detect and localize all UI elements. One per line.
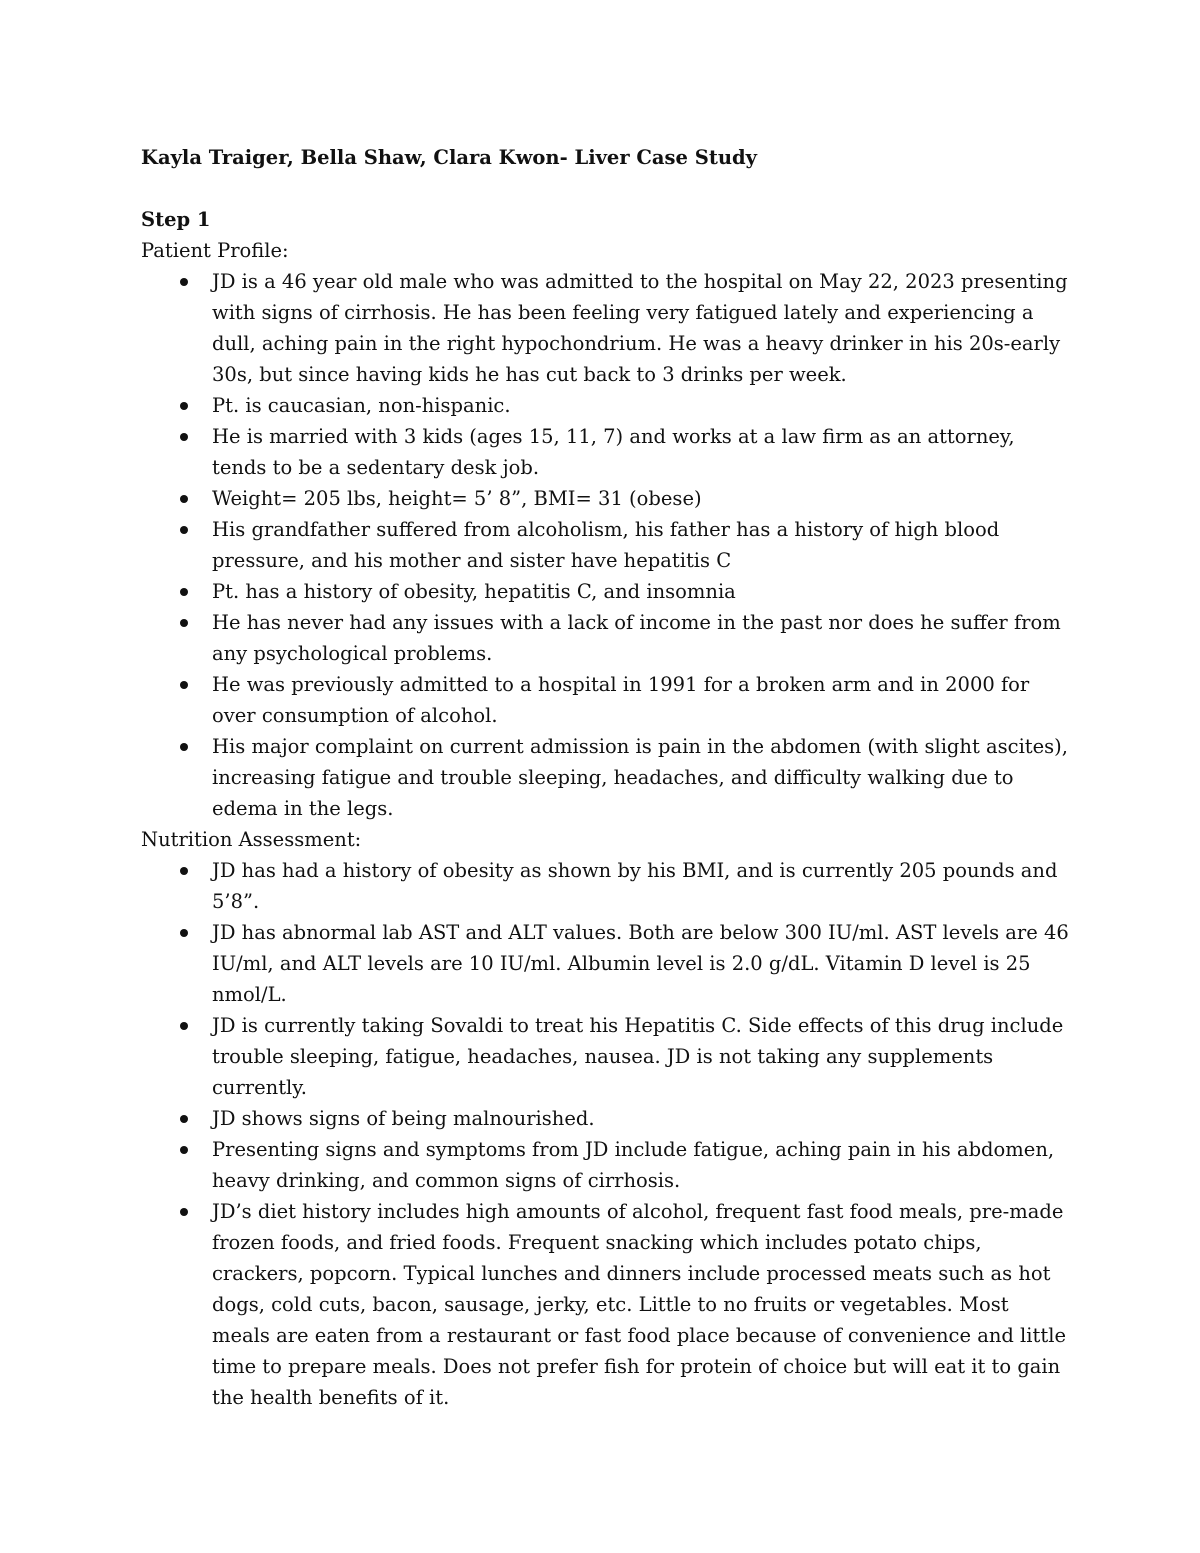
list-item	[141, 731, 1071, 824]
list-item	[141, 390, 1071, 421]
bullet-icon	[180, 278, 188, 286]
list-item-text: Pt. has a history of obesity, hepatitis C, and insomnia	[212, 580, 736, 603]
bullet-icon	[180, 743, 188, 751]
list-item-text: Pt. is caucasian, non-hispanic.	[212, 394, 511, 417]
blank-line	[141, 173, 1071, 204]
document-body	[141, 142, 1071, 1413]
list-item-text: JD’s diet history includes high amounts of alcohol, frequent fast food meals, pre-made frozen foods, and fried foods. Frequent snacking which includes potato chips, crackers, popcorn. Typical lunches and dinners include processed meats such as hot dogs, cold cuts, bacon, sausage, jerky, etc. Little to no fruits or vegetables. Most meals are eaten from a restaurant or fast food place because of convenience and little time to prepare meals. Does not prefer fish for protein of choice but will eat it to gain the health benefits of it.	[212, 1200, 1066, 1409]
bullet-icon	[180, 681, 188, 689]
bullet-icon	[180, 588, 188, 596]
list-item-text: He is married with 3 kids (ages 15, 11, 7) and works at a law firm as an attorney, tends to be a sedentary desk job.	[212, 425, 1015, 479]
bullet-icon	[180, 526, 188, 534]
bullet-icon	[180, 1208, 188, 1216]
nutrition-assessment-list	[141, 855, 1071, 1413]
list-item-text: JD is currently taking Sovaldi to treat his Hepatitis C. Side effects of this drug include trouble sleeping, fatigue, headaches, nausea. JD is not taking any supplements currently.	[212, 1014, 1064, 1099]
bullet-icon	[180, 402, 188, 410]
section-label-nutrition-assessment: Nutrition Assessment:	[141, 828, 362, 851]
step-heading: Step 1	[141, 208, 211, 231]
list-item	[141, 669, 1071, 731]
list-item	[141, 1196, 1071, 1413]
list-item-text: JD has abnormal lab AST and ALT values. Both are below 300 IU/ml. AST levels are 46 IU/ml, and ALT levels are 10 IU/ml. Albumin level is 2.0 g/dL. Vitamin D level is 25 nmol/L.	[212, 921, 1069, 1006]
list-item-text: His grandfather suffered from alcoholism, his father has a history of high blood pressure, and his mother and sister have hepatitis C	[212, 518, 1000, 572]
list-item	[141, 483, 1071, 514]
list-item-text: JD has had a history of obesity as shown by his BMI, and is currently 205 pounds and 5’8”.	[212, 859, 1058, 913]
list-item-text: JD shows signs of being malnourished.	[212, 1107, 595, 1130]
patient-profile-list	[141, 266, 1071, 824]
section-label-patient-profile: Patient Profile:	[141, 239, 289, 262]
bullet-icon	[180, 495, 188, 503]
list-item-text: He has never had any issues with a lack of income in the past nor does he suffer from any psychological problems.	[212, 611, 1061, 665]
bullet-icon	[180, 619, 188, 627]
list-item	[141, 1010, 1071, 1103]
list-item	[141, 1134, 1071, 1196]
list-item-text: Presenting signs and symptoms from JD include fatigue, aching pain in his abdomen, heavy drinking, and common signs of cirrhosis.	[212, 1138, 1055, 1192]
list-item	[141, 421, 1071, 483]
list-item	[141, 576, 1071, 607]
list-item	[141, 917, 1071, 1010]
list-item-text: He was previously admitted to a hospital in 1991 for a broken arm and in 2000 for over consumption of alcohol.	[212, 673, 1030, 727]
list-item	[141, 855, 1071, 917]
list-item	[141, 266, 1071, 390]
bullet-icon	[180, 867, 188, 875]
document-title: Kayla Traiger, Bella Shaw, Clara Kwon- Liver Case Study	[141, 146, 757, 169]
list-item-text: His major complaint on current admission is pain in the abdomen (with slight ascites), increasing fatigue and trouble sleeping, headaches, and difficulty walking due to edema in the legs.	[212, 735, 1068, 820]
bullet-icon	[180, 1115, 188, 1123]
bullet-icon	[180, 1022, 188, 1030]
list-item-text: JD is a 46 year old male who was admitted to the hospital on May 22, 2023 presenting with signs of cirrhosis. He has been feeling very fatigued lately and experiencing a dull, aching pain in the right hypochondrium. He was a heavy drinker in his 20s-early 30s, but since having kids he has cut back to 3 drinks per week.	[212, 270, 1068, 386]
list-item	[141, 1103, 1071, 1134]
list-item	[141, 514, 1071, 576]
bullet-icon	[180, 433, 188, 441]
list-item	[141, 607, 1071, 669]
list-item-text: Weight= 205 lbs, height= 5’ 8”, BMI= 31 (obese)	[212, 487, 702, 510]
bullet-icon	[180, 929, 188, 937]
bullet-icon	[180, 1146, 188, 1154]
